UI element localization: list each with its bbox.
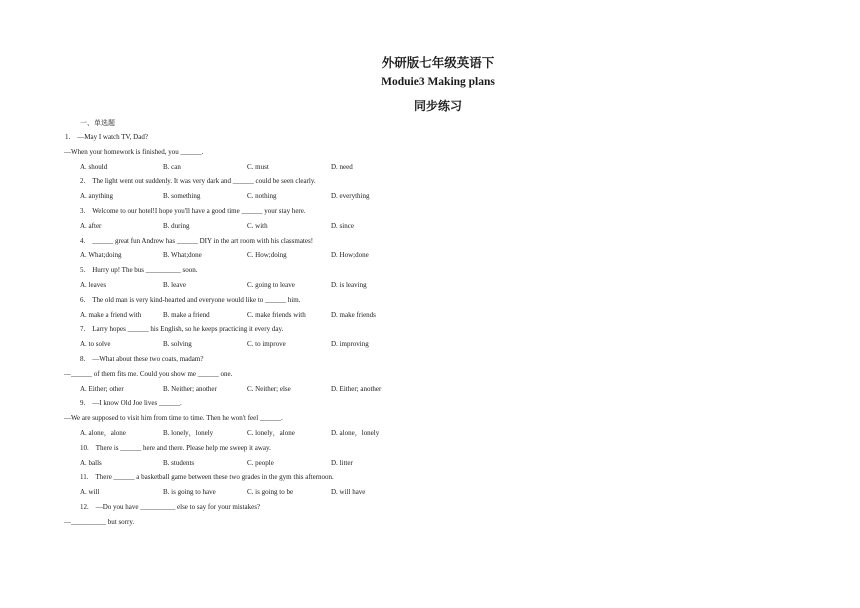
question-1-option-a[interactable]: A. should	[80, 162, 108, 171]
question-9-option-a[interactable]: A. alone，alone	[80, 429, 126, 437]
question-5-option-b[interactable]: B. leave	[163, 281, 186, 289]
question-11-option-b[interactable]: B. is going to have	[163, 488, 216, 497]
question-4-option-b[interactable]: B. What;done	[163, 251, 202, 260]
question-6-option-b[interactable]: B. make a friend	[163, 310, 210, 319]
question-4-line: 4. ______ great fun Andrew has ______ DIY in the art room with his classmates!	[80, 236, 314, 245]
question-12-line: —__________ but sorry.	[64, 517, 135, 526]
question-1-line: 1. —May I watch TV, Dad?	[65, 133, 148, 141]
page-subtitle: Moduie3 Making plans	[381, 76, 495, 88]
question-9-option-c[interactable]: C. lonely，alone	[247, 429, 295, 437]
question-6-option-a[interactable]: A. make a friend with	[80, 310, 142, 319]
question-2-option-b[interactable]: B. something	[163, 192, 201, 201]
question-5-line: 5. Hurry up! The bus __________ soon.	[80, 266, 198, 275]
question-10-option-d[interactable]: D. litter	[331, 458, 353, 467]
question-10-line: 10. There is ______ here and there. Please help me sweep it away.	[80, 443, 271, 452]
question-8-line: —______ of them fits me. Could you show me ______ one.	[64, 369, 233, 378]
question-7-option-b[interactable]: B. solving	[163, 340, 192, 349]
question-10-option-a[interactable]: A. balls	[80, 458, 102, 467]
question-2-option-d[interactable]: D. everything	[331, 192, 370, 201]
question-1-line: —When your homework is finished, you ______.	[64, 147, 204, 156]
question-1-option-d[interactable]: D. need	[331, 162, 353, 171]
question-8-option-a[interactable]: A. Either; other	[80, 384, 124, 393]
question-5-option-c[interactable]: C. going to leave	[247, 281, 295, 289]
question-3-line: 3. Welcome to our hotel!I hope you'll have a good time ______ your stay here.	[80, 207, 306, 215]
question-11-line: 11. There ______ a basketball game between these two grades in the gym this afternoon.	[80, 473, 334, 482]
question-1-option-b[interactable]: B. can	[163, 162, 181, 171]
question-9-option-d[interactable]: D. alone，lonely	[331, 429, 380, 437]
question-11-option-c[interactable]: C. is going to be	[247, 488, 294, 497]
question-7-option-c[interactable]: C. to improve	[247, 340, 286, 349]
question-1-option-c[interactable]: C. must	[247, 162, 269, 171]
question-3-option-a[interactable]: A. after	[80, 221, 102, 230]
question-11-option-d[interactable]: D. will have	[331, 488, 366, 497]
question-8-option-c[interactable]: C. Neither; else	[247, 384, 291, 393]
question-8-option-d[interactable]: D. Either; another	[331, 384, 382, 393]
question-3-option-d[interactable]: D. since	[331, 221, 354, 230]
question-7-line: 7. Larry hopes ______ his English, so he keeps practicing it every day.	[80, 325, 284, 334]
question-11-option-a[interactable]: A. will	[80, 488, 100, 497]
question-4-option-a[interactable]: A. What;doing	[80, 251, 122, 260]
question-3-option-c[interactable]: C. with	[247, 221, 268, 230]
question-6-option-d[interactable]: D. make friends	[331, 310, 376, 319]
question-4-option-c[interactable]: C. How;doing	[247, 251, 287, 260]
question-2-line: 2. The light went out suddenly. It was very dark and ______ could be seen clearly.	[80, 177, 316, 186]
question-7-option-a[interactable]: A. to solve	[80, 340, 111, 349]
question-12-line: 12. —Do you have __________ else to say for your mistakes?	[80, 503, 261, 511]
question-4-option-d[interactable]: D. How;done	[331, 251, 369, 260]
question-8-option-b[interactable]: B. Neither; another	[163, 384, 217, 393]
question-2-option-a[interactable]: A. anything	[80, 192, 114, 201]
section-heading: 一、单选题	[80, 119, 115, 127]
question-9-option-b[interactable]: B. lonely，lonely	[163, 429, 214, 437]
question-6-option-c[interactable]: C. make friends with	[247, 310, 306, 319]
page-subtitle-2: 同步练习	[413, 99, 462, 113]
question-8-line: 8. —What about these two coats, madam?	[80, 355, 204, 363]
question-10-option-b[interactable]: B. students	[163, 458, 195, 467]
question-7-option-d[interactable]: D. improving	[331, 340, 369, 349]
question-6-line: 6. The old man is very kind-hearted and everyone would like to ______ him.	[80, 295, 301, 304]
page-title: 外研版七年级英语下	[381, 56, 495, 70]
question-5-option-d[interactable]: D. is leaving	[331, 281, 367, 289]
question-2-option-c[interactable]: C. nothing	[247, 192, 277, 201]
question-5-option-a[interactable]: A. leaves	[80, 281, 107, 289]
question-9-line: —We are supposed to visit him from time to time. Then he won't feel ______.	[64, 414, 283, 423]
question-9-line: 9. —I know Old Joe lives ______.	[80, 399, 182, 408]
question-10-option-c[interactable]: C. people	[247, 458, 274, 467]
question-3-option-b[interactable]: B. during	[163, 221, 190, 230]
